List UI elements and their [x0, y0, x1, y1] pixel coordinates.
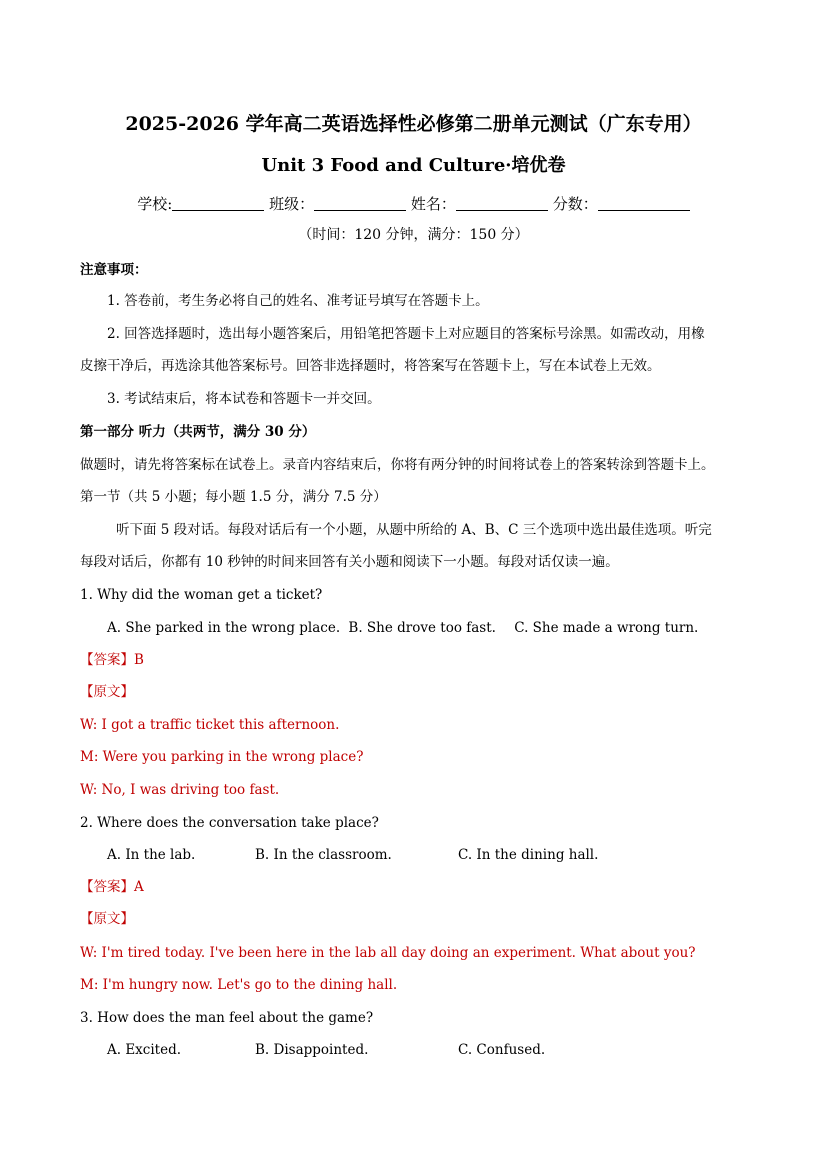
class-label: 班级： [269, 195, 315, 213]
transcript-line: M: Were you parking in the wrong place? [80, 749, 364, 765]
answer-label: 【答案】B [80, 652, 144, 668]
option-b: B. She drove too fast. [348, 620, 496, 636]
option-c: C. Confused. [458, 1042, 546, 1058]
transcript-line: M: I'm hungry now. Let's go to the dining hall. [80, 977, 398, 993]
transcript-line: W: I got a traffic ticket this afternoon. [80, 717, 340, 733]
option-a: A. In the lab. [107, 847, 196, 863]
name-label: 姓名： [410, 195, 456, 213]
transcript-label: 【原文】 [80, 911, 134, 927]
option-b: B. In the classroom. [255, 847, 392, 863]
name-blank [456, 196, 548, 211]
question-options [107, 619, 698, 637]
notice-heading: 注意事项： [80, 262, 148, 278]
answer-label: 【答案】A [80, 879, 144, 895]
exam-title: 2025-2026 学年高二英语选择性必修第二册单元测试（广东专用） [125, 113, 702, 135]
option-b: B. Disappointed. [255, 1042, 369, 1058]
class-blank [314, 196, 406, 211]
question-stem: 3. How does the man feel about the game? [80, 1010, 374, 1026]
part1-instruction: 做题时，请先将答案标在试卷上。录音内容结束后，你将有两分钟的时间将试卷上的答案转涂到答题卡上。 [80, 457, 715, 473]
school-blank [172, 196, 264, 211]
option-a: A. She parked in the wrong place. [107, 620, 341, 636]
score-label: 分数： [552, 195, 598, 213]
part1-heading: 第一部分 听力（共两节，满分 30 分） [80, 424, 316, 440]
notice-item: 2. 回答选择题时，选出每小题答案后，用铅笔把答题卡上对应题目的答案标号涂黑。如需改动，用橡 [107, 326, 705, 342]
notice-item: 1. 答卷前，考生务必将自己的姓名、准考证号填写在答题卡上。 [107, 293, 489, 309]
score-blank [598, 196, 690, 211]
school-label: 学校: [137, 195, 173, 213]
option-c: C. She made a wrong turn. [514, 620, 699, 636]
question-stem: 2. Where does the conversation take place? [80, 815, 379, 831]
notice-item: 皮擦干净后，再选涂其他答案标号。回答非选择题时，将答案写在答题卡上，写在本试卷上无效。 [80, 358, 661, 374]
student-info-row [0, 194, 827, 214]
notice-item: 3. 考试结束后，将本试卷和答题卡一并交回。 [107, 391, 381, 407]
question-stem: 1. Why did the woman get a ticket? [80, 587, 323, 603]
option-a: A. Excited. [107, 1042, 182, 1058]
section1-directions: 听下面 5 段对话。每段对话后有一个小题，从题中所给的 A、B、C 三个选项中选出最佳选项。听完 [116, 522, 712, 538]
transcript-line: W: No, I was driving too fast. [80, 782, 280, 798]
exam-subtitle: Unit 3 Food and Culture·培优卷 [261, 155, 566, 176]
option-c: C. In the dining hall. [458, 847, 599, 863]
transcript-label: 【原文】 [80, 684, 134, 700]
section1-heading: 第一节（共 5 小题；每小题 1.5 分，满分 7.5 分） [80, 489, 387, 505]
section1-directions: 每段对话后，你都有 10 秒钟的时间来回答有关小题和阅读下一小题。每段对话仅读一遍。 [80, 554, 619, 570]
transcript-line: W: I'm tired today. I've been here in the lab all day doing an experiment. What about you? [80, 945, 696, 961]
time-limit: （时间：120 分钟，满分：150 分） [298, 227, 529, 243]
